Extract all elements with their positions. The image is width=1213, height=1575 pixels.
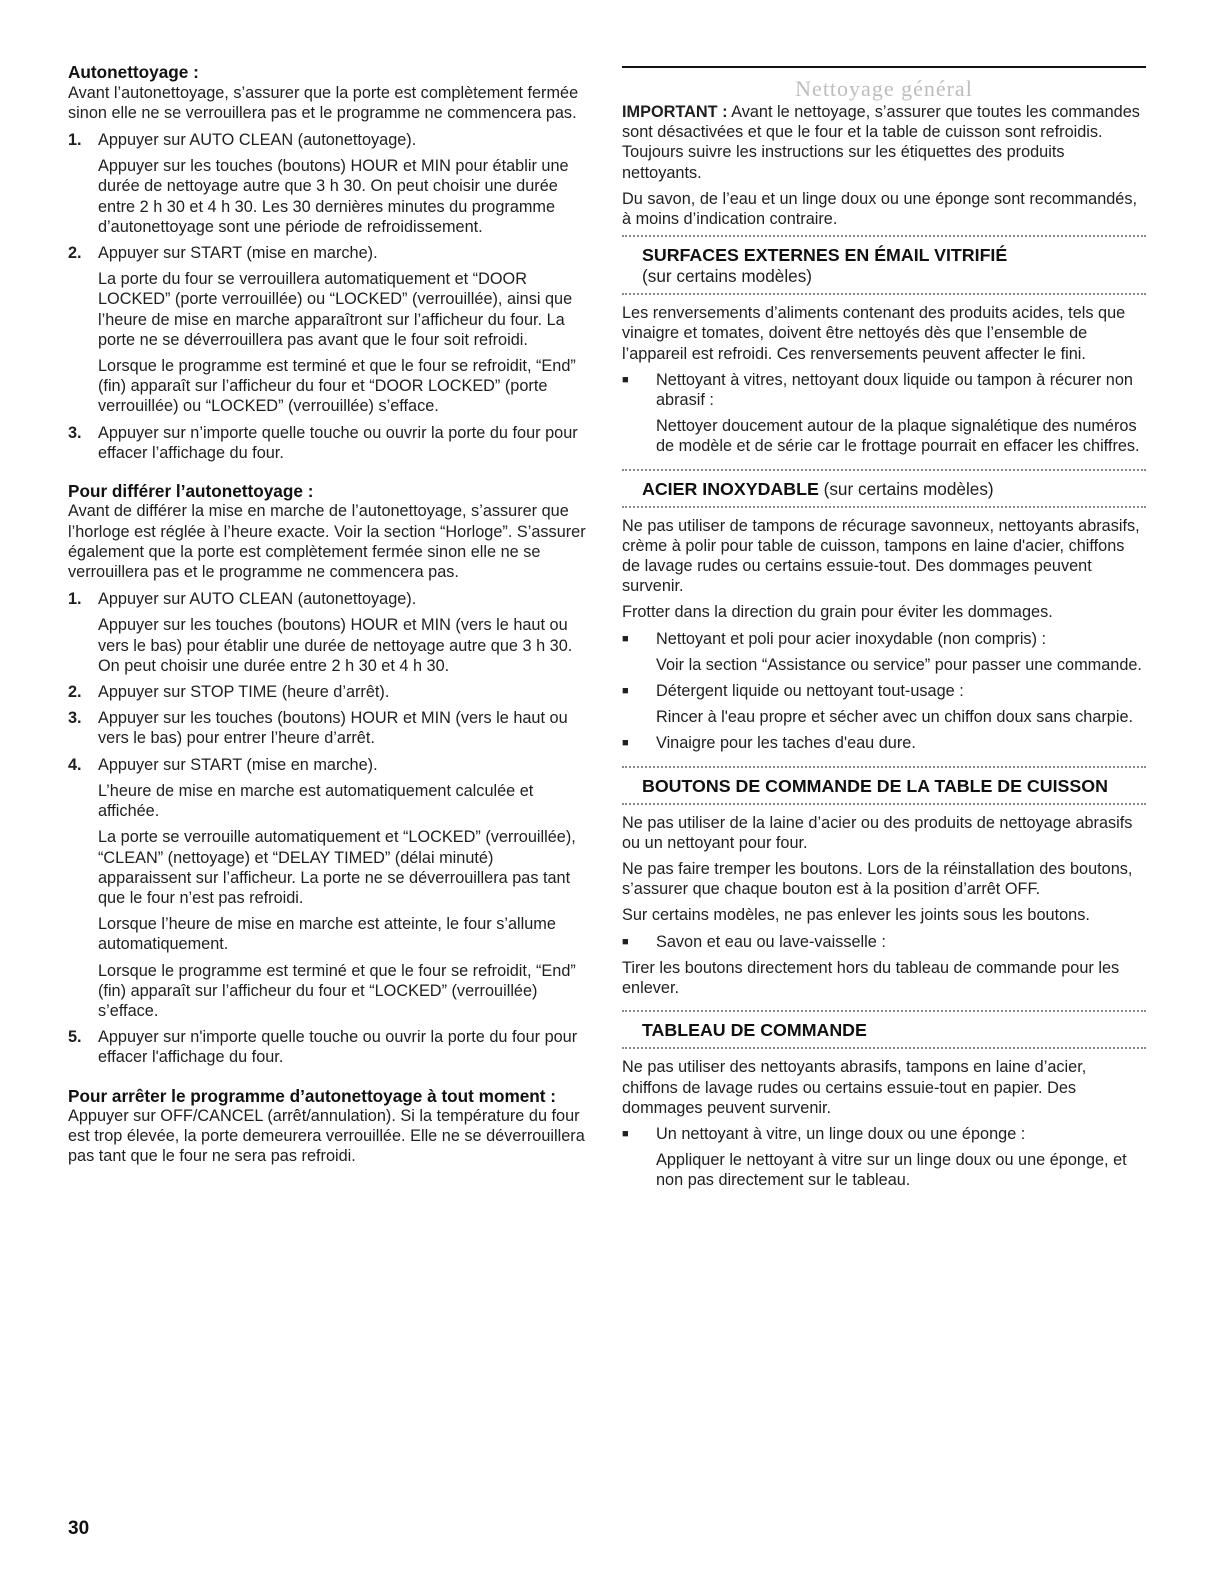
inox-text2: Frotter dans la direction du grain pour éviter les dommages. (622, 603, 1053, 622)
inox-bullet2-sub: Rincer à l'eau propre et sécher avec un chiffon doux sans charpie. (656, 708, 1134, 727)
bullet-item (622, 370, 1146, 410)
step-number: 2. (68, 243, 82, 262)
dotted-divider (622, 803, 1146, 807)
bullet-square-icon: ■ (622, 737, 629, 750)
numbered-step (68, 1027, 588, 1067)
step-paragraph: Appuyer sur les touches (boutons) HOUR et MIN pour établir une durée de nettoyage autre que 3 h 30. On peut choisir une durée entre 2 h 30 et 4 h 30. Les 30 dernières minutes du programme d’autonettoyage sont une période de refroidissement. (98, 157, 569, 236)
tableau-text: Ne pas utiliser des nettoyants abrasifs, tampons en laine d’acier, chiffons de lavage rudes ou certains essuie-tout en papier. Des dommages peuvent survenir. (622, 1058, 1087, 1117)
tableau-header (622, 1020, 1146, 1041)
step-number: 2. (68, 683, 82, 702)
numbered-step (68, 423, 588, 463)
dotted-divider (622, 506, 1146, 510)
inox-bullet3: Vinaigre pour les taches d'eau dure. (656, 734, 916, 753)
boutons-bullet: Savon et eau ou lave-vaisselle : (656, 932, 886, 951)
bullet-square-icon: ■ (622, 685, 629, 698)
bullet-item (622, 681, 1146, 701)
page-number: 30 (68, 1518, 90, 1539)
step-number: 5. (68, 1028, 82, 1047)
email-text: Les renversements d’aliments contenant des produits acides, tels que vinaigre et tomates, doivent être nettoyés dès que l’ensemble de l’appareil est refroidi. Ces renversements peuvent affecter le fini. (622, 304, 1126, 363)
boutons-text3: Sur certains modèles, ne pas enlever les joints sous les boutons. (622, 906, 1090, 925)
stop-text: Appuyer sur OFF/CANCEL (arrêt/annulation). Si la température du four est trop élevée, la porte demeurera verrouillée. Elle ne se déverrouillera pas tant que le four ne sera pas refroidi. (68, 1107, 585, 1166)
step-paragraph: Lorsque le programme est terminé et que le four se refroidit, “End” (fin) apparaît sur l’afficheur du four et “LOCKED” (verrouillée) s’efface. (98, 961, 576, 1020)
dotted-divider (622, 293, 1146, 297)
step-paragraph: Appuyer sur n’importe quelle touche ou ouvrir la porte du four pour effacer l’affichage du four. (98, 423, 578, 462)
inox-header (622, 479, 1146, 500)
step-number: 1. (68, 590, 82, 609)
step-paragraph: Appuyer sur START (mise en marche). (98, 755, 378, 774)
auto-steps-list (68, 130, 588, 463)
numbered-step (68, 708, 588, 748)
email-bullet: Nettoyant à vitres, nettoyant doux liquide ou tampon à récurer non abrasif : (656, 370, 1133, 410)
step-body (98, 130, 588, 237)
email-header (622, 245, 1146, 287)
step-paragraph: Appuyer sur STOP TIME (heure d’arrêt). (98, 683, 390, 702)
boutons-text4: Tirer les boutons directement hors du tableau de commande pour les enlever. (622, 958, 1120, 998)
numbered-step (68, 589, 588, 676)
step-paragraph: Appuyer sur les touches (boutons) HOUR et MIN (vers le haut ou vers le bas) pour établir une durée de nettoyage autre que 3 h 30. On peut choisir une durée entre 2 h 30 et 4 h 30. (98, 616, 573, 675)
important-label: IMPORTANT : (622, 103, 728, 121)
tableau-title: TABLEAU DE COMMANDE (642, 1020, 867, 1041)
dotted-divider (622, 766, 1146, 770)
step-body (98, 589, 588, 676)
tableau-bullet: Un nettoyant à vitre, un linge doux ou une éponge : (656, 1124, 1026, 1143)
step-body (98, 682, 588, 702)
step-paragraph: Lorsque l’heure de mise en marche est atteinte, le four s’allume automatiquement. (98, 915, 556, 954)
boutons-title: BOUTONS DE COMMANDE DE LA TABLE DE CUISSON (642, 775, 1108, 796)
auto-intro: Avant l’autonettoyage, s’assurer que la porte est complètement fermée sinon elle ne se verrouillera pas et le programme ne commencera pas. (68, 83, 579, 122)
section-title: Nettoyage général (795, 76, 973, 101)
inox-bullet1: Nettoyant et poli pour acier inoxydable (non compris) : (656, 629, 1047, 648)
important-paragraph (622, 102, 1146, 183)
delay-intro: Avant de différer la mise en marche de l’autonettoyage, s’assurer que l’horloge est réglée à l’heure exacte. Voir la section “Horloge”. S’assurer également que la porte est complètement fermée sinon elle ne se verrouillera pas et le programme ne commencera pas. (68, 502, 586, 582)
bullet-square-icon: ■ (622, 632, 629, 645)
dotted-divider (622, 1047, 1146, 1051)
bullet-square-icon: ■ (622, 935, 629, 948)
step-body (98, 755, 588, 1021)
bullet-item (622, 932, 1146, 952)
dotted-divider (622, 235, 1146, 239)
step-body (98, 423, 588, 463)
step-paragraph: Appuyer sur les touches (boutons) HOUR et MIN (vers le haut ou vers le bas) pour entrer l’heure d’arrêt. (98, 709, 568, 748)
step-paragraph: Appuyer sur START (mise en marche). (98, 243, 378, 262)
step-body (98, 243, 588, 417)
bullet-square-icon: ■ (622, 373, 629, 386)
intro-paragraph: Du savon, de l’eau et un linge doux ou une éponge sont recommandés, à moins d’indication contraire. (622, 189, 1138, 229)
dotted-divider (622, 469, 1146, 473)
numbered-step (68, 755, 588, 1021)
boutons-text1: Ne pas utiliser de la laine d’acier ou des produits de nettoyage abrasifs ou un nettoyant pour four. (622, 813, 1133, 852)
inox-text1: Ne pas utiliser de tampons de récurage savonneux, nettoyants abrasifs, crème à polir pour table de cuisson, tampons en laine d'acier, chiffons de lavage rudes ou certains essuie-tout. Des dommages peuvent survenir. (622, 516, 1140, 596)
inox-title: ACIER INOXYDABLE (642, 478, 819, 499)
boutons-text2: Ne pas faire tremper les boutons. Lors de la réinstallation des boutons, s’assurer que chaque bouton est à la position d’arrêt OFF. (622, 860, 1133, 899)
step-number: 4. (68, 755, 82, 774)
step-paragraph: Lorsque le programme est terminé et que le four se refroidit, “End” (fin) apparaît sur l’afficheur du four et “DOOR LOCKED” (porte verrouillée) ou “LOCKED” (verrouillée) s’efface. (98, 356, 576, 416)
dotted-divider (622, 1010, 1146, 1014)
left-column (68, 62, 588, 1167)
step-paragraph: Appuyer sur AUTO CLEAN (autonettoyage). (98, 590, 417, 609)
email-title: SURFACES EXTERNES EN ÉMAIL VITRIFIÉ (642, 245, 1008, 266)
step-paragraph: Appuyer sur n'importe quelle touche ou ouvrir la porte du four pour effacer l'affichage du four. (98, 1028, 578, 1067)
bullet-item (622, 1124, 1146, 1144)
right-column (622, 66, 1146, 1191)
step-number: 3. (68, 423, 82, 442)
inox-bullet1-sub: Voir la section “Assistance ou service” pour passer une commande. (656, 655, 1142, 674)
step-number: 3. (68, 709, 82, 728)
auto-heading: Autonettoyage : (68, 62, 199, 82)
important-text: Avant le nettoyage, s’assurer que toutes les commandes sont désactivées et que le four et la table de cuisson sont refroidis. Toujours suivre les instructions sur les étiquettes des produits nettoyants. (622, 103, 1140, 182)
numbered-step (68, 130, 588, 237)
numbered-step (68, 682, 588, 702)
bullet-item (622, 629, 1146, 649)
email-subtitle: (sur certains modèles) (642, 266, 813, 287)
numbered-step (68, 243, 588, 417)
inox-bullet2: Détergent liquide ou nettoyant tout-usage : (656, 682, 964, 701)
tableau-bullet-sub: Appliquer le nettoyant à vitre sur un linge doux ou une éponge, et non pas directement sur le tableau. (656, 1151, 1127, 1190)
top-rule (622, 66, 1146, 68)
inox-title-suffix: (sur certains modèles) (818, 478, 994, 499)
email-bullet-sub: Nettoyer doucement autour de la plaque signalétique des numéros de modèle et de série car le frottage pourrait en effacer les chiffres. (656, 417, 1140, 456)
delay-steps-list (68, 589, 588, 1067)
step-paragraph: La porte du four se verrouillera automatiquement et “DOOR LOCKED” (porte verrouillée) ou “LOCKED” (verrouillée), ainsi que l’heure de mise en marche apparaîtront sur l’afficheur du four. La porte ne se déverrouillera pas avant que le four soit refroidi. (98, 270, 573, 349)
step-body (98, 708, 588, 748)
boutons-header (622, 776, 1146, 797)
step-paragraph: L’heure de mise en marche est automatiquement calculée et affichée. (98, 781, 534, 821)
step-paragraph: La porte se verrouille automatiquement et “LOCKED” (verrouillée), “CLEAN” (nettoyage) et “DELAY TIMED” (délai minuté) apparaissent sur l’afficheur. La porte ne se déverrouillera pas tant que le four n’est pas refroidi. (98, 828, 576, 907)
step-body (98, 1027, 588, 1067)
stop-heading: Pour arrêter le programme d’autonettoyage à tout moment : (68, 1085, 557, 1106)
bullet-square-icon: ■ (622, 1127, 629, 1140)
step-paragraph: Appuyer sur AUTO CLEAN (autonettoyage). (98, 130, 417, 149)
bullet-item (622, 733, 1146, 753)
delay-heading: Pour différer l’autonettoyage : (68, 480, 314, 501)
step-number: 1. (68, 130, 82, 149)
